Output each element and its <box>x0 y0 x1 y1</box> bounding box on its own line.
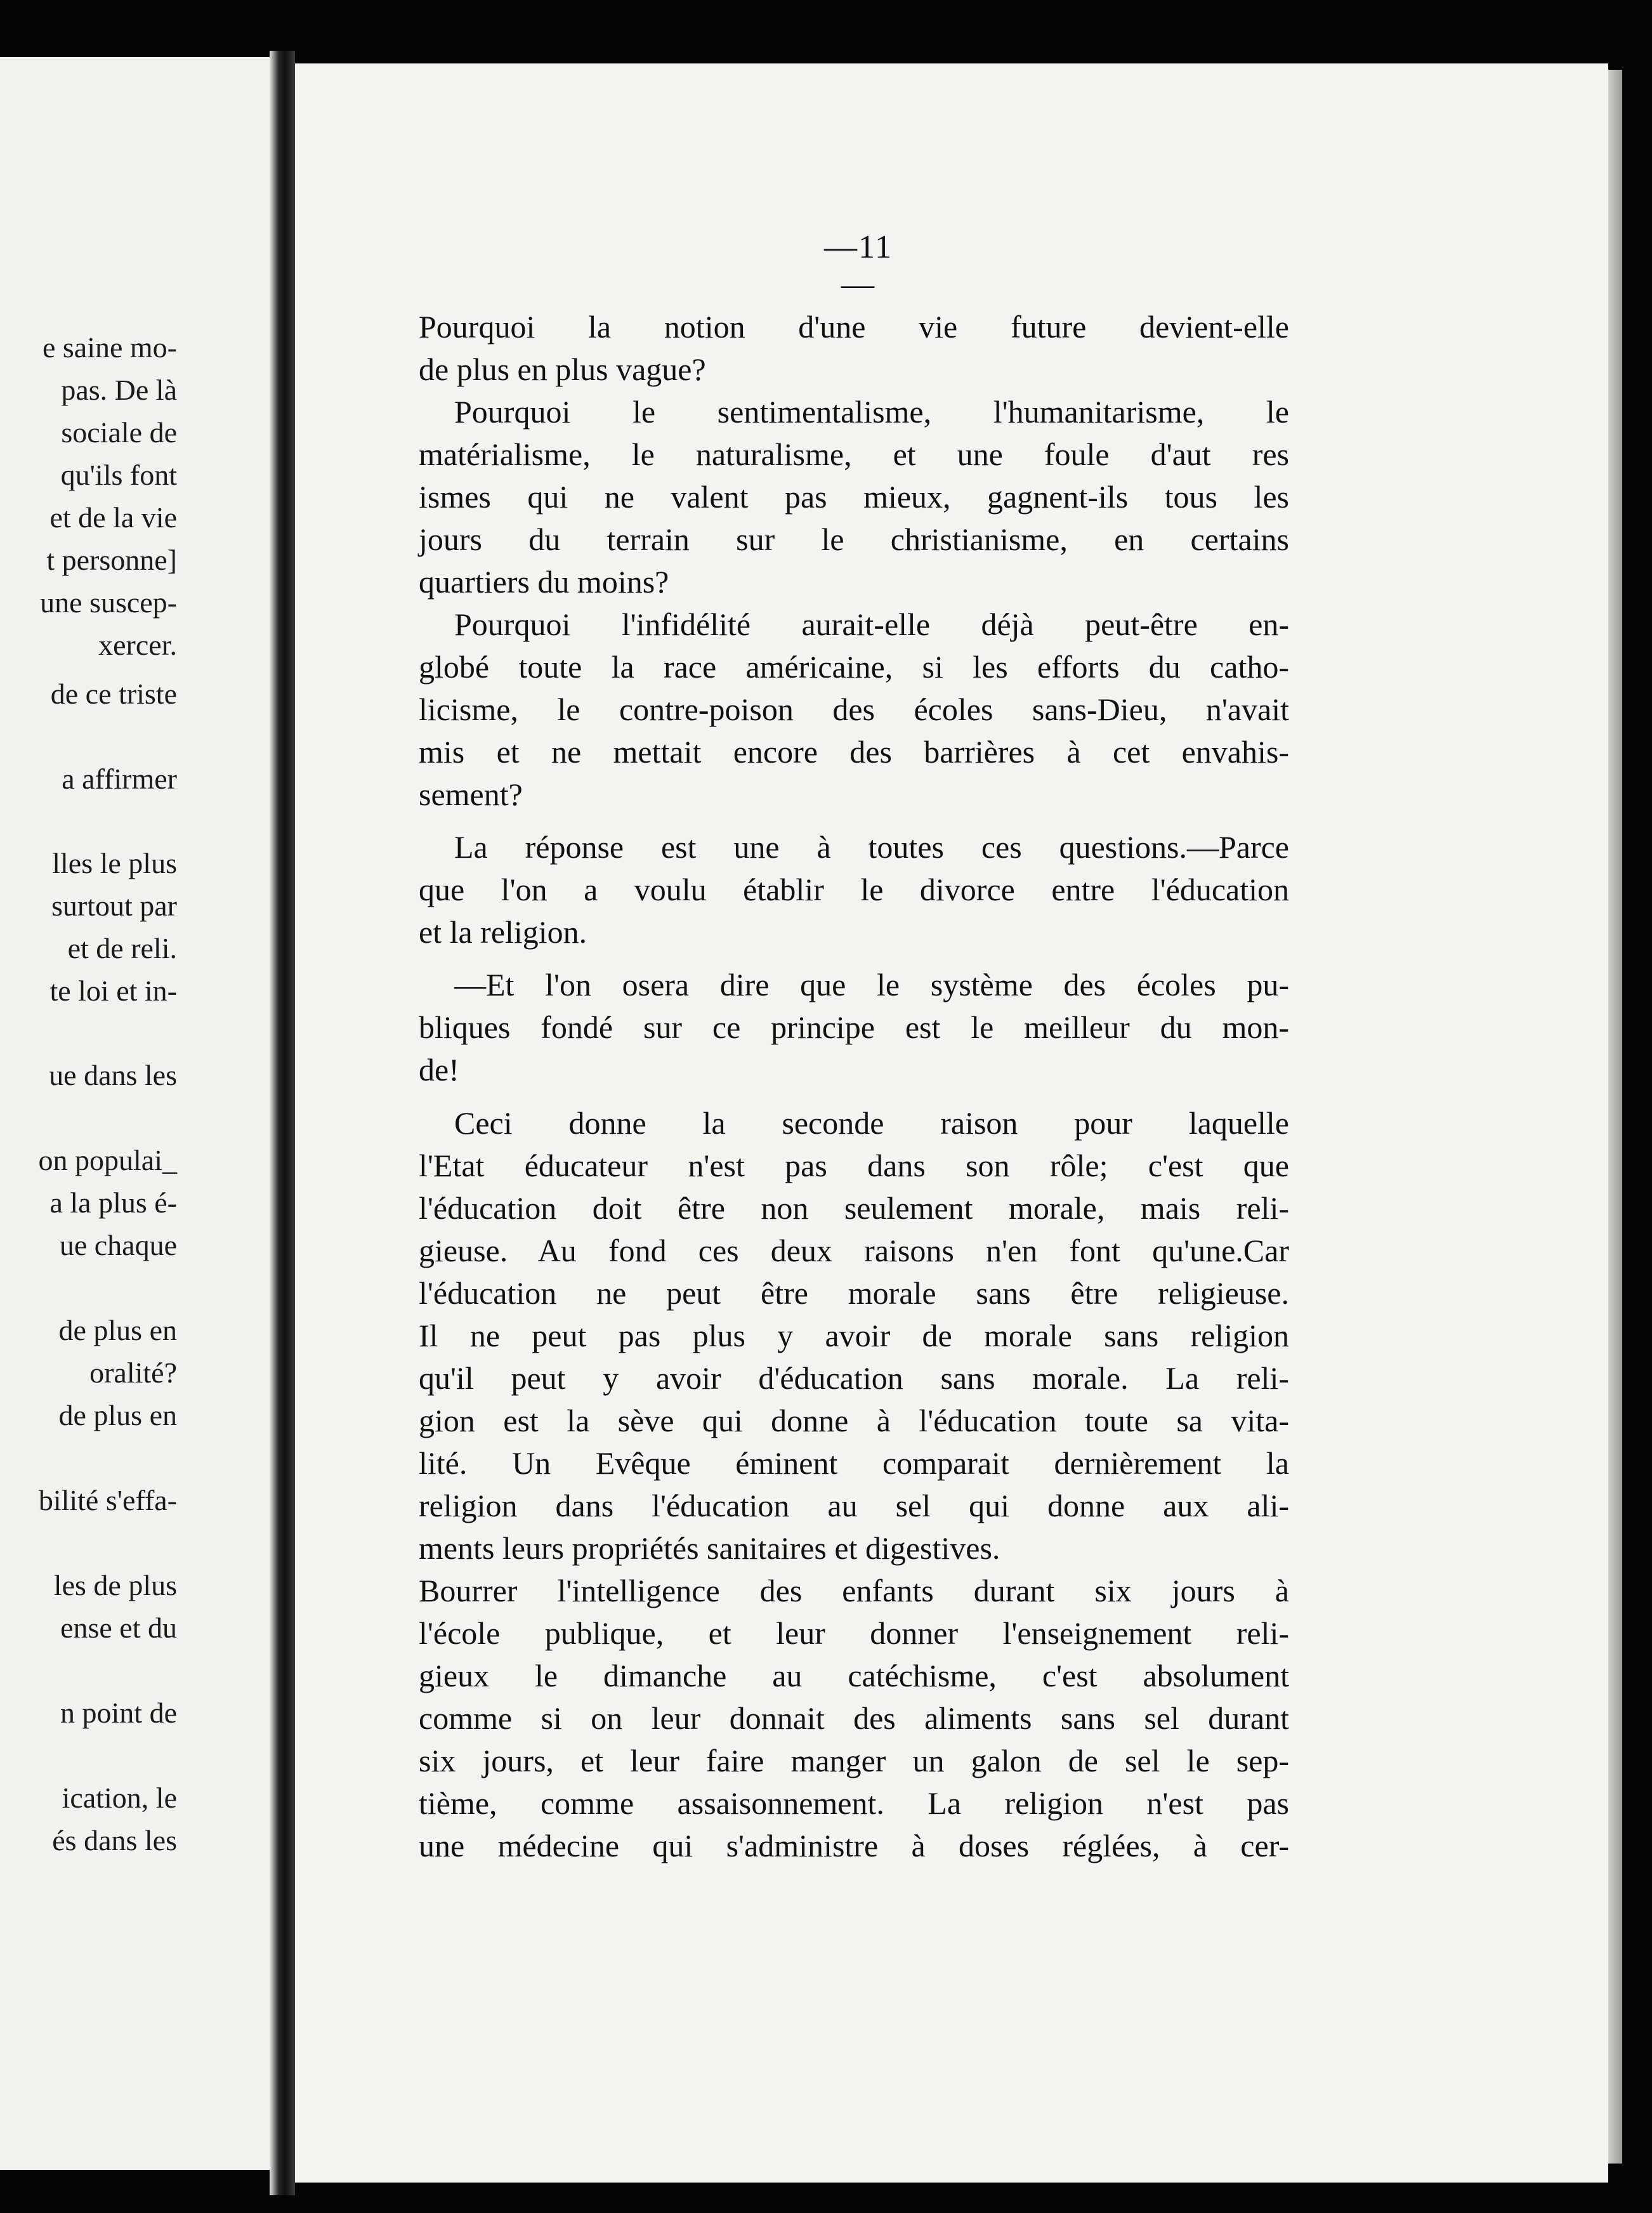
page-number: —11— <box>823 229 893 303</box>
left-page-line: n point de <box>60 1697 177 1729</box>
text-line: de! <box>419 1052 459 1087</box>
left-page-line: de plus en <box>58 1399 177 1431</box>
text-line: tième, comme assaisonnement. La religion n'est pas <box>419 1785 1289 1821</box>
text-line: mis et ne mettait encore des barrières à cet envahis- <box>419 734 1289 770</box>
left-page-line: surtout par <box>51 890 177 922</box>
text-line: que l'on a voulu établir le divorce entre l'éducation <box>419 872 1289 907</box>
text-line: comme si on leur donnait des aliments sans sel durant <box>419 1700 1289 1736</box>
left-page-line: et de la vie <box>49 501 177 534</box>
text-line: sement? <box>419 777 523 812</box>
left-page-line: oralité? <box>89 1356 177 1389</box>
left-page-line: on populai_ <box>38 1144 177 1176</box>
left-page-line: ue chaque <box>59 1229 177 1261</box>
left-page-line: te loi et in- <box>49 975 177 1007</box>
text-line: Bourrer l'intelligence des enfants durant six jours à <box>419 1573 1289 1608</box>
text-line: Pourquoi le sentimentalisme, l'humanitarisme, le <box>454 394 1289 430</box>
text-line: l'Etat éducateur n'est pas dans son rôle; c'est que <box>419 1148 1289 1183</box>
text-line: licisme, le contre-poison des écoles sans-Dieu, n'avait <box>419 692 1289 727</box>
left-page-line: et de reli. <box>67 932 177 964</box>
page-edge <box>1608 70 1622 2164</box>
text-line: ments leurs propriétés sanitaires et digestives. <box>419 1530 1000 1566</box>
text-line: qu'il peut y avoir d'éducation sans morale. La reli- <box>419 1360 1289 1396</box>
left-page-line: les de plus <box>53 1569 177 1601</box>
text-line: gieuse. Au fond ces deux raisons n'en font qu'une.Car <box>419 1233 1289 1268</box>
text-line: gieux le dimanche au catéchisme, c'est absolument <box>419 1658 1289 1693</box>
text-line: l'école publique, et leur donner l'enseignement reli- <box>419 1615 1289 1651</box>
text-line: Pourquoi l'infidélité aurait-elle déjà peut-être en- <box>454 607 1289 642</box>
text-line: —Et l'on osera dire que le système des écoles pu- <box>454 967 1289 1002</box>
text-line: Ceci donne la seconde raison pour laquelle <box>454 1105 1289 1141</box>
text-line: Il ne peut pas plus y avoir de morale sans religion <box>419 1318 1289 1353</box>
left-facing-page <box>0 57 270 2170</box>
left-page-line: xercer. <box>98 629 177 661</box>
text-line: bliques fondé sur ce principe est le meilleur du mon- <box>419 1009 1289 1045</box>
text-line: lité. Un Evêque éminent comparait dernièrement la <box>419 1445 1289 1481</box>
left-page-line: lles le plus <box>52 847 177 879</box>
book-binding <box>270 51 295 2195</box>
text-line: Pourquoi la notion d'une vie future devient-elle <box>419 309 1289 345</box>
left-page-line: ication, le <box>62 1782 177 1814</box>
text-line: globé toute la race américaine, si les efforts du catho- <box>419 649 1289 685</box>
left-page-line: t personne] <box>46 544 177 576</box>
text-line: l'éducation ne peut être morale sans être religieuse. <box>419 1275 1289 1311</box>
left-page-line: de plus en <box>58 1314 177 1346</box>
text-line: religion dans l'éducation au sel qui donne aux ali- <box>419 1488 1289 1523</box>
left-page-line: de ce triste <box>50 678 177 710</box>
text-line: de plus en plus vague? <box>419 351 706 387</box>
text-line: et la religion. <box>419 914 587 950</box>
text-line: six jours, et leur faire manger un galon de sel le sep- <box>419 1743 1289 1778</box>
left-page-line: e saine mo- <box>42 331 177 364</box>
text-line: La réponse est une à toutes ces questions.—Parce <box>454 829 1289 865</box>
text-line: gion est la sève qui donne à l'éducation toute sa vita- <box>419 1403 1289 1438</box>
left-page-line: une suscep- <box>40 586 177 619</box>
left-page-line: ue dans les <box>49 1059 177 1091</box>
left-page-line: a affirmer <box>62 763 177 795</box>
left-page-line: sociale de <box>61 416 177 449</box>
text-line: matérialisme, le naturalisme, et une foule d'aut res <box>419 437 1289 472</box>
left-page-line: bilité s'effa- <box>38 1484 177 1516</box>
text-line: ismes qui ne valent pas mieux, gagnent-ils tous les <box>419 479 1289 515</box>
left-page-line: ense et du <box>60 1612 177 1644</box>
left-page-line: és dans les <box>52 1824 177 1856</box>
left-page-line: pas. De là <box>61 374 177 406</box>
left-page-line: a la plus é- <box>49 1186 177 1219</box>
text-line: l'éducation doit être non seulement morale, mais reli- <box>419 1190 1289 1226</box>
text-line: jours du terrain sur le christianisme, en certains <box>419 522 1289 557</box>
left-page-line: qu'ils font <box>60 459 177 491</box>
text-line: une médecine qui s'administre à doses réglées, à cer- <box>419 1828 1289 1863</box>
text-line: quartiers du moins? <box>419 564 669 600</box>
